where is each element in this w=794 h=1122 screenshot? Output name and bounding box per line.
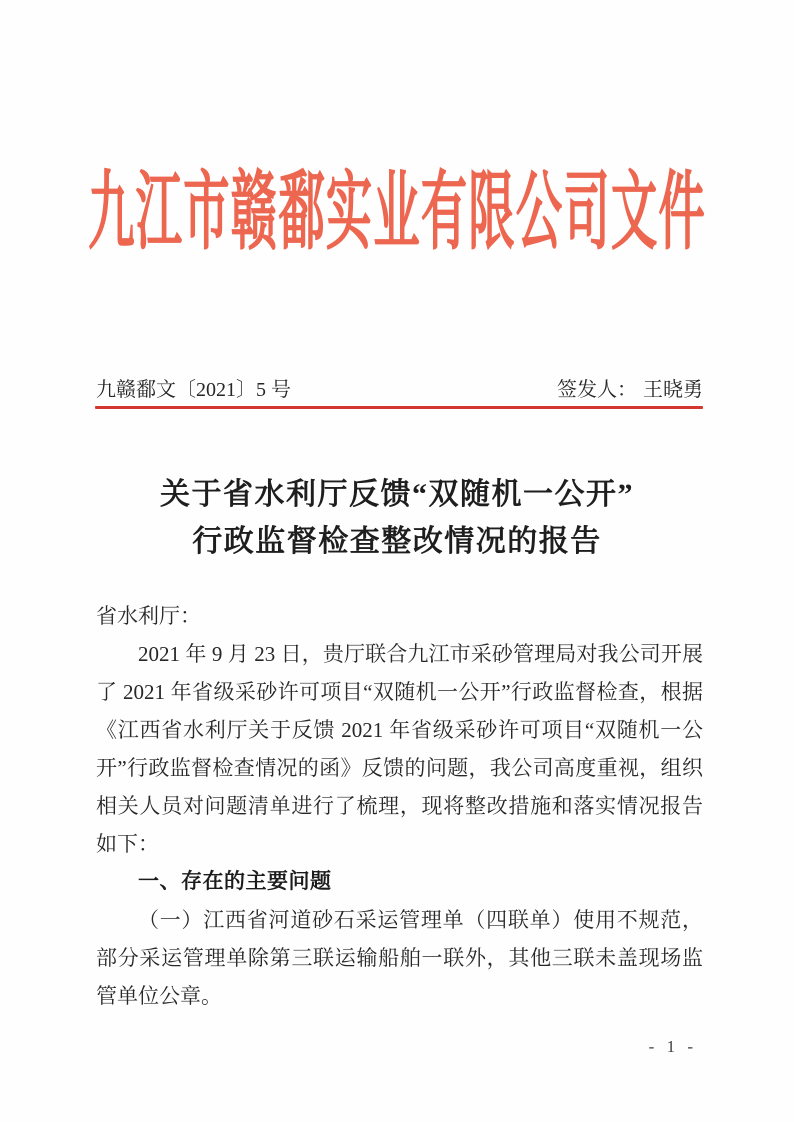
document-title-line-2: 行政监督检查整改情况的报告 — [192, 525, 602, 558]
red-letterhead — [0, 152, 794, 272]
document-meta-row — [96, 377, 703, 403]
red-divider-line — [95, 406, 703, 409]
issuer-label: 签发人： — [557, 379, 637, 401]
issuer — [557, 377, 703, 403]
body-paragraph-1: 2021 年 9 月 23 日，贵厅联合九江市采砂管理局对我公司开展了 2021 年省级采砂许可项目“双随机一公开”行政监督检查，根据《江西省水利厅关于反馈 2021 年省级采砂许可项目“双随机一公开”行政监督检查情况的函》反馈的问题，我公司高度重视，组织相关人员对问题清单进行了梳理，现将整改措施和落实情况报告如下： — [96, 642, 703, 856]
document-body — [96, 597, 703, 1015]
organization-title: 九江市赣鄱实业有限公司文件 — [88, 164, 706, 260]
section-heading-1: 一、存在的主要问题 — [138, 870, 332, 893]
body-paragraph-2: （一）江西省河道砂石采运管理单（四联单）使用不规范，部分采运管理单除第三联运输船舶一联外，其他三联未盖现场监管单位公章。 — [96, 908, 703, 1008]
issuer-name: 王晓勇 — [643, 379, 703, 401]
document-title-line-1: 关于省水利厅反馈“双随机一公开” — [160, 478, 634, 511]
salutation: 省水利厅： — [96, 604, 201, 628]
document-title — [0, 471, 794, 565]
page-number: - 1 - — [648, 1037, 697, 1056]
document-number: 九赣鄱文〔2021〕5 号 — [96, 379, 291, 401]
